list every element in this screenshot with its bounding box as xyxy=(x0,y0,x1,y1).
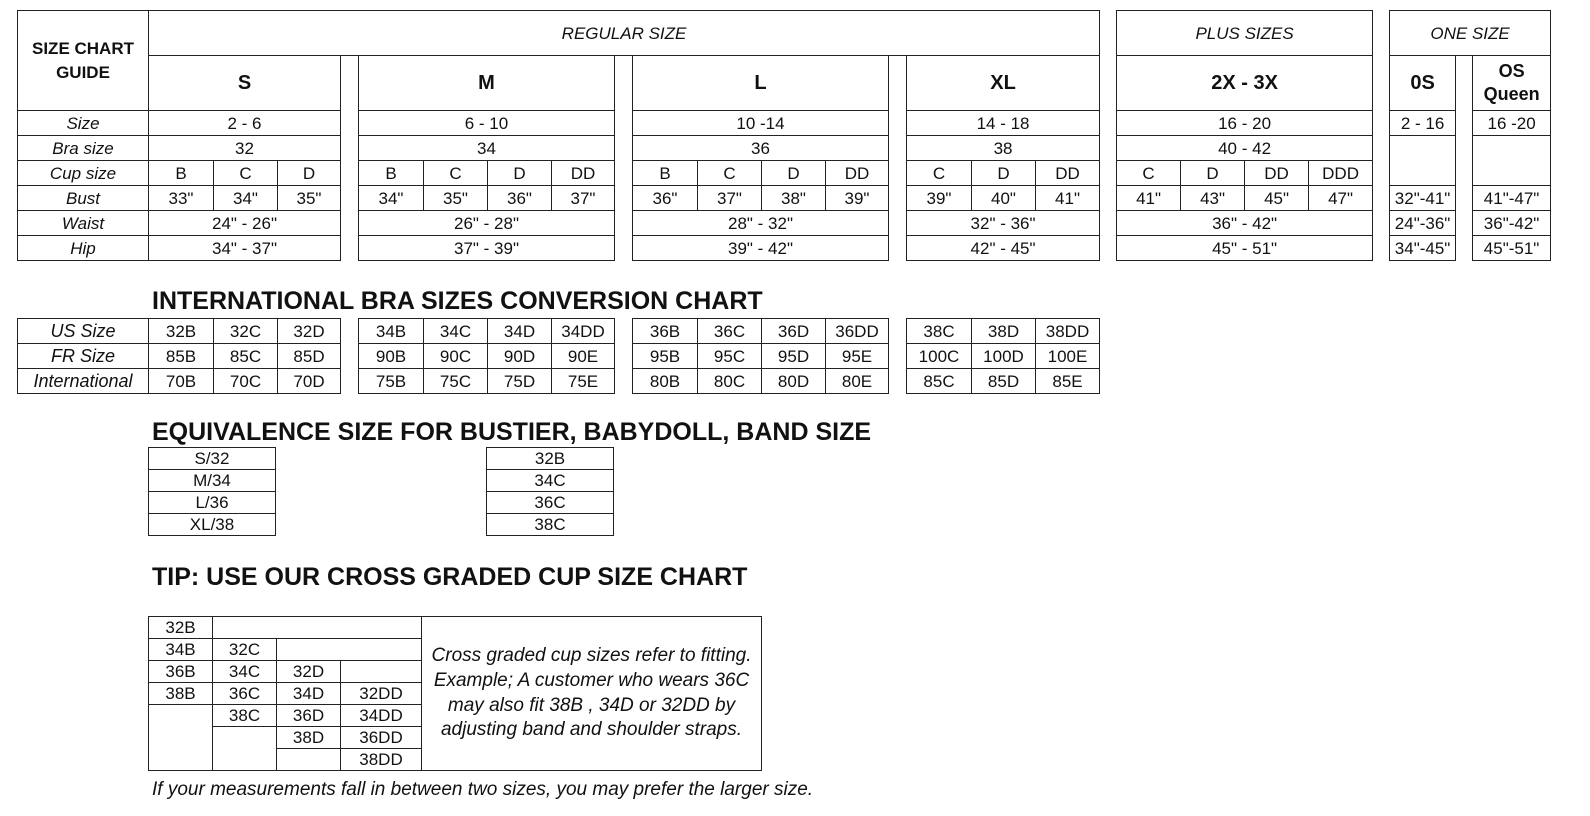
bust-value: 36" xyxy=(633,186,698,211)
international-size-cell: 80B xyxy=(633,369,698,394)
bust-value: 35" xyxy=(424,186,488,211)
bust-value: 39" xyxy=(907,186,972,211)
size-value: 16 -20 xyxy=(1473,111,1551,136)
column-gap xyxy=(341,56,359,261)
international-size-cell: 70D xyxy=(278,369,341,394)
column-gap xyxy=(889,319,907,394)
bust-value: 39" xyxy=(826,186,889,211)
bust-value: 37" xyxy=(698,186,762,211)
size-value: 10 -14 xyxy=(633,111,889,136)
fr-size-cell: 90E xyxy=(552,344,615,369)
cup-value: C xyxy=(214,161,278,186)
cup-value: C xyxy=(907,161,972,186)
bust-value: 33" xyxy=(149,186,214,211)
cup-value: D xyxy=(972,161,1036,186)
waist-value: 26" - 28" xyxy=(359,211,615,236)
international-size-cell: 85D xyxy=(972,369,1036,394)
equivalence-right-table xyxy=(486,447,614,536)
us-size-cell: 38D xyxy=(972,319,1036,344)
cross-graded-note: Cross graded cup sizes refer to fitting. Example; A customer who wears 36C may also fit 38B , 34D or 32DD by adjusting band and shoulder straps. xyxy=(422,617,762,771)
cup-value: DD xyxy=(1036,161,1100,186)
waist-value: 28" - 32" xyxy=(633,211,889,236)
row-label-international: International xyxy=(18,369,149,394)
cross-graded-cell: 34D xyxy=(277,683,341,705)
hip-value: 39" - 42" xyxy=(633,236,889,261)
fr-size-cell: 95C xyxy=(698,344,762,369)
fr-size-cell: 90C xyxy=(424,344,488,369)
international-size-cell: 80E xyxy=(826,369,889,394)
size-header-os-queen: OS Queen xyxy=(1473,56,1551,111)
cup-value: D xyxy=(1181,161,1245,186)
plus-sizes-group-header: PLUS SIZES xyxy=(1117,11,1373,56)
cross-graded-cell: 38D xyxy=(277,727,341,749)
equivalence-right-cell: 34C xyxy=(487,470,614,492)
row-label-cup-size: Cup size xyxy=(18,161,149,186)
fr-size-cell: 85D xyxy=(278,344,341,369)
equivalence-heading: EQUIVALENCE SIZE FOR BUSTIER, BABYDOLL, BAND SIZE xyxy=(152,418,872,446)
equivalence-right-cell: 38C xyxy=(487,514,614,536)
bust-value: 36" xyxy=(488,186,552,211)
cross-graded-cell: 34DD xyxy=(341,705,422,727)
cross-graded-cell: 36B xyxy=(149,661,213,683)
equivalence-right-cell: 36C xyxy=(487,492,614,514)
us-size-cell: 34B xyxy=(359,319,424,344)
size-header-0s: 0S xyxy=(1390,56,1456,111)
cup-value: C xyxy=(424,161,488,186)
size-value: 2 - 6 xyxy=(149,111,341,136)
cross-graded-cell: 38DD xyxy=(341,749,422,771)
cross-graded-cell: 34C xyxy=(213,661,277,683)
cross-graded-cell: 34B xyxy=(149,639,213,661)
fr-size-cell: 95E xyxy=(826,344,889,369)
cross-graded-cell: 32B xyxy=(149,617,213,639)
cup-value: DDD xyxy=(1309,161,1373,186)
us-size-cell: 32B xyxy=(149,319,214,344)
hip-value: 34"-45" xyxy=(1390,236,1456,261)
empty-cell xyxy=(213,617,422,639)
bust-value: 47" xyxy=(1309,186,1373,211)
empty-cell xyxy=(149,705,213,771)
empty-cell xyxy=(341,661,422,683)
waist-value: 36" - 42" xyxy=(1117,211,1373,236)
bust-value: 43" xyxy=(1181,186,1245,211)
equivalence-left-table xyxy=(148,447,276,536)
bust-value: 45" xyxy=(1245,186,1309,211)
international-size-cell: 85C xyxy=(907,369,972,394)
international-size-cell: 75B xyxy=(359,369,424,394)
fr-size-cell: 100E xyxy=(1036,344,1100,369)
waist-value: 24"-36" xyxy=(1390,211,1456,236)
fr-size-cell: 95B xyxy=(633,344,698,369)
size-value: 2 - 16 xyxy=(1390,111,1456,136)
bust-value: 34" xyxy=(214,186,278,211)
cup-value: B xyxy=(149,161,214,186)
cup-value: C xyxy=(698,161,762,186)
column-gap xyxy=(341,319,359,394)
us-size-cell: 32C xyxy=(214,319,278,344)
bust-value: 35" xyxy=(278,186,341,211)
cup-value: B xyxy=(633,161,698,186)
fr-size-cell: 85C xyxy=(214,344,278,369)
regular-size-group-header: REGULAR SIZE xyxy=(149,11,1100,56)
bust-value: 41" xyxy=(1117,186,1181,211)
cross-graded-cell: 38B xyxy=(149,683,213,705)
row-label-hip: Hip xyxy=(18,236,149,261)
cross-graded-cell: 36C xyxy=(213,683,277,705)
size-value: 6 - 10 xyxy=(359,111,615,136)
empty-cell xyxy=(1473,136,1551,186)
equivalence-left-cell: M/34 xyxy=(149,470,276,492)
size-chart-corner: SIZE CHART GUIDE xyxy=(18,11,149,111)
fr-size-cell: 90B xyxy=(359,344,424,369)
waist-value: 36"-42" xyxy=(1473,211,1551,236)
cup-value: DD xyxy=(552,161,615,186)
fr-size-cell: 85B xyxy=(149,344,214,369)
column-gap xyxy=(1456,56,1473,261)
footer-note: If your measurements fall in between two sizes, you may prefer the larger size. xyxy=(152,779,814,800)
equivalence-left-cell: S/32 xyxy=(149,448,276,470)
bra-size-value: 34 xyxy=(359,136,615,161)
us-size-cell: 32D xyxy=(278,319,341,344)
size-value: 16 - 20 xyxy=(1117,111,1373,136)
size-header-m: M xyxy=(359,56,615,111)
cup-value: DD xyxy=(826,161,889,186)
fr-size-cell: 100C xyxy=(907,344,972,369)
international-size-cell: 75E xyxy=(552,369,615,394)
hip-value: 34" - 37" xyxy=(149,236,341,261)
fr-size-cell: 100D xyxy=(972,344,1036,369)
cross-graded-cell: 32C xyxy=(213,639,277,661)
us-size-cell: 36DD xyxy=(826,319,889,344)
us-size-cell: 34DD xyxy=(552,319,615,344)
row-label-fr-size: FR Size xyxy=(18,344,149,369)
row-label-us-size: US Size xyxy=(18,319,149,344)
bust-value: 32"-41" xyxy=(1390,186,1456,211)
bra-size-value: 40 - 42 xyxy=(1117,136,1373,161)
equivalence-left-cell: XL/38 xyxy=(149,514,276,536)
cup-value: C xyxy=(1117,161,1181,186)
international-size-cell: 80C xyxy=(698,369,762,394)
international-size-cell: 85E xyxy=(1036,369,1100,394)
bust-value: 34" xyxy=(359,186,424,211)
us-size-cell: 34D xyxy=(488,319,552,344)
intl-conversion-table xyxy=(17,318,1100,394)
column-gap xyxy=(615,56,633,261)
column-gap xyxy=(889,56,907,261)
row-label-size: Size xyxy=(18,111,149,136)
cross-graded-cell: 38C xyxy=(213,705,277,727)
intl-conversion-heading: INTERNATIONAL BRA SIZES CONVERSION CHART xyxy=(152,287,763,315)
international-size-cell: 70B xyxy=(149,369,214,394)
bust-value: 38" xyxy=(762,186,826,211)
equivalence-right-cell: 32B xyxy=(487,448,614,470)
us-size-cell: 38C xyxy=(907,319,972,344)
cup-value: D xyxy=(278,161,341,186)
equivalence-left-cell: L/36 xyxy=(149,492,276,514)
size-header-l: L xyxy=(633,56,889,111)
international-size-cell: 70C xyxy=(214,369,278,394)
us-size-cell: 36B xyxy=(633,319,698,344)
column-gap xyxy=(1100,11,1117,261)
international-size-cell: 75C xyxy=(424,369,488,394)
size-header-2x-3x: 2X - 3X xyxy=(1117,56,1373,111)
bust-value: 41" xyxy=(1036,186,1100,211)
column-gap xyxy=(1373,11,1390,261)
cup-value: DD xyxy=(1245,161,1309,186)
hip-value: 37" - 39" xyxy=(359,236,615,261)
us-size-cell: 38DD xyxy=(1036,319,1100,344)
fr-size-cell: 90D xyxy=(488,344,552,369)
international-size-cell: 75D xyxy=(488,369,552,394)
cross-graded-cell: 36D xyxy=(277,705,341,727)
cross-graded-table xyxy=(148,616,762,771)
row-label-bust: Bust xyxy=(18,186,149,211)
bust-value: 37" xyxy=(552,186,615,211)
empty-cell xyxy=(277,639,422,661)
us-size-cell: 36C xyxy=(698,319,762,344)
waist-value: 32" - 36" xyxy=(907,211,1100,236)
bra-size-value: 38 xyxy=(907,136,1100,161)
empty-cell xyxy=(213,727,277,771)
bra-size-value: 36 xyxy=(633,136,889,161)
us-size-cell: 34C xyxy=(424,319,488,344)
bust-value: 40" xyxy=(972,186,1036,211)
fr-size-cell: 95D xyxy=(762,344,826,369)
hip-value: 45" - 51" xyxy=(1117,236,1373,261)
cup-value: D xyxy=(488,161,552,186)
cross-graded-cell: 32D xyxy=(277,661,341,683)
size-header-xl: XL xyxy=(907,56,1100,111)
size-value: 14 - 18 xyxy=(907,111,1100,136)
waist-value: 24" - 26" xyxy=(149,211,341,236)
hip-value: 45"-51" xyxy=(1473,236,1551,261)
column-gap xyxy=(615,319,633,394)
cup-value: B xyxy=(359,161,424,186)
one-size-group-header: ONE SIZE xyxy=(1390,11,1551,56)
size-header-s: S xyxy=(149,56,341,111)
international-size-cell: 80D xyxy=(762,369,826,394)
tip-heading: TIP: USE OUR CROSS GRADED CUP SIZE CHART xyxy=(152,563,748,591)
cup-value: D xyxy=(762,161,826,186)
hip-value: 42" - 45" xyxy=(907,236,1100,261)
cross-graded-cell: 36DD xyxy=(341,727,422,749)
us-size-cell: 36D xyxy=(762,319,826,344)
cross-graded-cell: 32DD xyxy=(341,683,422,705)
empty-cell xyxy=(1390,136,1456,186)
bra-size-value: 32 xyxy=(149,136,341,161)
row-label-bra-size: Bra size xyxy=(18,136,149,161)
size-chart-table xyxy=(17,10,1551,261)
row-label-waist: Waist xyxy=(18,211,149,236)
bust-value: 41"-47" xyxy=(1473,186,1551,211)
empty-cell xyxy=(277,749,341,771)
